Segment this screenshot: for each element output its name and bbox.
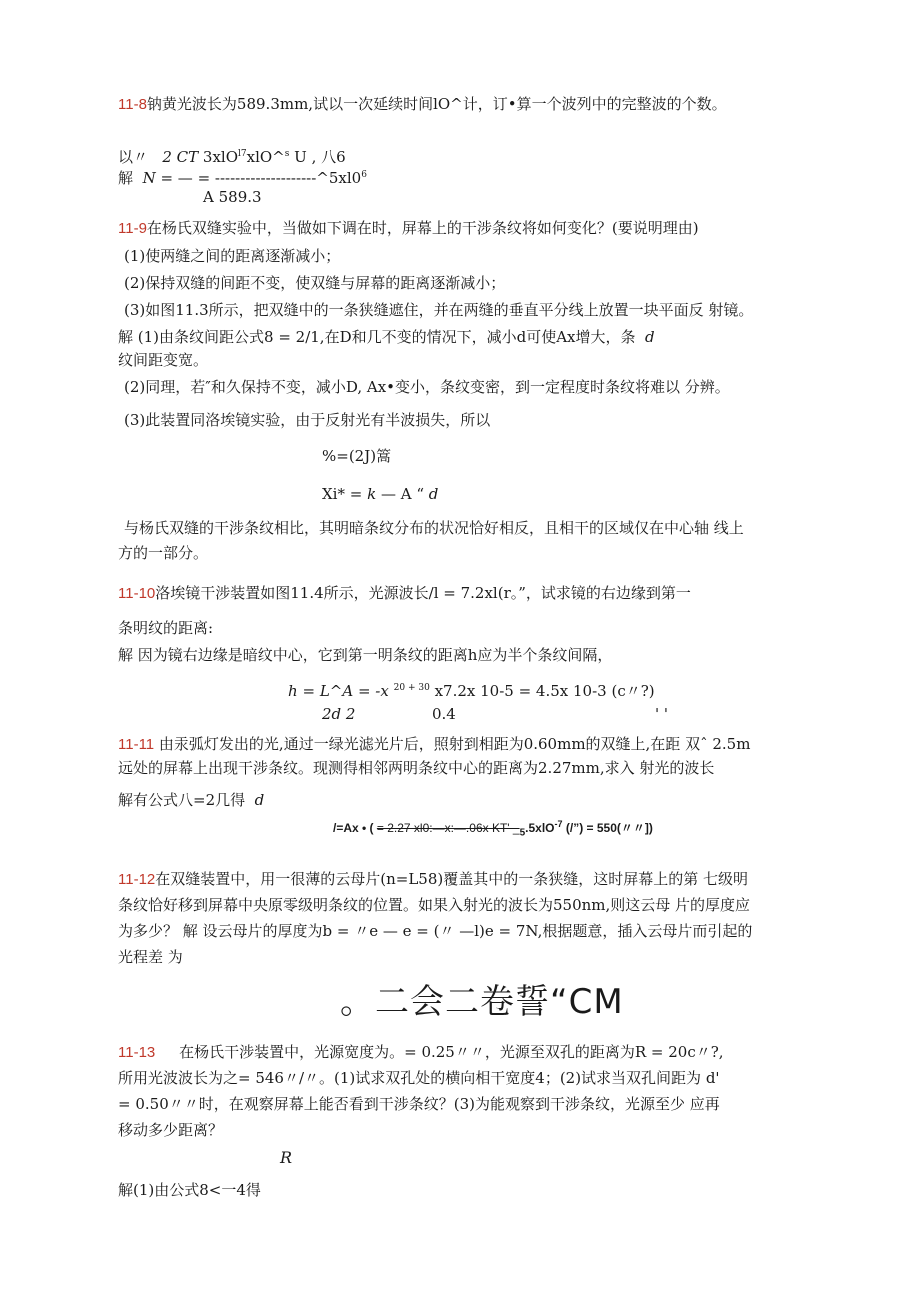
formula-denominator: 0.4 [432,705,456,723]
superscript: 6 [361,170,367,180]
problem-text: 洛埃镜干涉装置如图11.4所示，光源波长/l = 7.2xl(r。”，试求镜的右边缘到第一 [155,584,691,602]
formula-part: 以〃 [118,148,149,166]
solution-line [118,790,264,810]
question-item: (3)如图11.3所示，把双缝中的一条狭缝遮住，并在两缝的垂直平分线上放置一块平面反 射镜。 [124,301,754,319]
problem-text: = 0.50〃〃时，在观察屏幕上能否看到干涉条纹？(3)为能观察到干涉条纹，光源至少 应再 [118,1095,720,1113]
problem-text: 光程差 为 [118,948,183,966]
formula-part: U , 八6 [294,148,346,166]
question-item: (1)使两缝之间的距离逐渐减小； [124,247,341,265]
formula-part: L^A [319,682,354,700]
superscript: s [284,149,290,159]
problem-text: 移动多少距离？ [118,1121,224,1139]
formula-line [118,168,367,188]
formula-denominator: 2d 2 [322,705,356,723]
formula-part: .5xlO [525,821,555,835]
formula-part: (/”) = 550(〃〃]) [565,821,653,835]
problem-number: 11-10 [118,585,156,602]
garbled-formula: 。二会二卷誓“CM [340,982,624,1022]
formula-part: k [367,485,377,503]
formula-part: h [288,682,298,700]
solution-line: (3)此装置同洛埃镜实验，由于反射光有半波损失，所以 [124,411,491,429]
formula-denominator: A 589.3 [203,188,262,206]
problem-text: 在杨氏干涉装置中，光源宽度为。= 0.25〃〃，光源至双孔的距离为R = 20c〃?, [179,1043,724,1061]
solution-line: (2)同理，若″和久保持不变，减小D, Ax•变小，条纹变密，到一定程度时条纹将难以 分辨。 [124,378,730,396]
problem-number: 11-9 [118,220,147,237]
solution-line [118,327,655,347]
formula-part: = -x [357,682,389,700]
formula-part: d [645,328,655,346]
solution-line: 解 因为镜右边缘是暗纹中心，它到第一明条纹的距离h应为半个条纹间隔， [118,646,613,664]
formula-part: 2 CT [162,148,199,166]
problem-text: 为多少？ 解 设云母片的厚度为b = 〃e — e = (〃 —l)e = 7N,根据题意，插入云母片而引起的 [118,922,753,940]
problem-11-10 [118,583,691,604]
formula-part: = 2.27 xl0:—x:—.06x KT' _ [376,821,520,835]
formula-part: Xi* = [322,485,363,503]
solution-line: 纹间距变宽。 [118,351,209,369]
problem-11-8 [118,94,727,115]
problem-text: 条纹恰好移到屏幕中央原零级明条纹的位置。如果入射光的波长为550nm,则这云母 片的厚度应 [118,896,751,914]
superscript: -7 [554,819,563,829]
superscript: 20 + 30 [393,683,430,693]
problem-text: 钠黄光波长为589.3mm,试以一次延续时间lO^计，订•算一个波列中的完整波的个数。 [146,95,727,113]
formula-mark: ' ' [655,705,669,723]
formula-line [333,818,653,843]
problem-number: 11-11 [118,736,155,753]
problem-11-13 [118,1042,724,1063]
conclusion-line: 方的一部分。 [118,544,209,562]
formula-part: = — = --------------------^5xl0 [160,169,362,187]
problem-11-11 [118,734,750,755]
solution-line: 解(1)由公式8<一4得 [118,1181,261,1199]
problem-11-9 [118,218,699,239]
formula-part: = [302,682,316,700]
formula-part: — A “ [380,485,425,503]
formula-part: d [428,485,439,503]
problem-text: 条明纹的距离: [118,619,214,637]
formula-line [322,484,438,504]
solution-text: 解有公式八=2几得 [118,791,246,809]
formula-part: x7.2x 10-5 = 4.5x 10-3 (c〃?) [434,682,655,700]
formula-part: d [254,791,265,809]
problem-number: 11-8 [118,96,147,113]
problem-text: 远处的屏幕上出现干涉条纹。现测得相邻两明条纹中心的距离为2.27mm,求入 射光的波长 [118,759,715,777]
formula-part: xlO^ [246,148,285,166]
problem-11-12 [118,869,748,890]
formula-line [288,681,655,701]
problem-text: 所用光波波长为之= 546〃/〃。(1)试求双孔处的横向相干宽度4；(2)试求当双孔间距为 d' [118,1069,720,1087]
problem-number: 11-12 [118,871,156,888]
formula-part: 3xlO [202,148,239,166]
superscript: l7 [238,149,247,159]
formula-part: N [142,169,156,187]
conclusion-line: 与杨氏双缝的干涉条纹相比，其明暗条纹分布的状况恰好相反，且相干的区域仅在中心轴 线上 [124,519,744,537]
question-item: (2)保持双缝的间距不变，使双缝与屏幕的距离逐渐减小； [124,274,506,292]
problem-text: 在杨氏双缝实验中，当做如下调在时，屏幕上的干涉条纹将如何变化？(要说明理由) [146,219,699,237]
subscript: 5 [519,827,526,839]
problem-text: 在双缝装置中，用一很薄的云母片(n=L58)覆盖其中的一条狭缝，这时屏幕上的第 七级明 [155,870,749,888]
formula-part: /=Ax • ( [333,821,374,835]
solution-text: 解 (1)由条纹间距公式8 = 2/1,在D和几不变的情况下，减小d可使Ax增大，条 [118,328,636,346]
problem-text: 由汞弧灯发出的光,通过一绿光滤光片后，照射到相距为0.60mm的双缝上,在距 双ˆ 2.5m [158,735,751,753]
formula-line: %=(2J)篙 [322,447,392,465]
problem-number: 11-13 [118,1044,156,1061]
solution-label: 解 [118,169,134,187]
formula-symbol: R [280,1148,293,1167]
formula-line [118,147,346,167]
